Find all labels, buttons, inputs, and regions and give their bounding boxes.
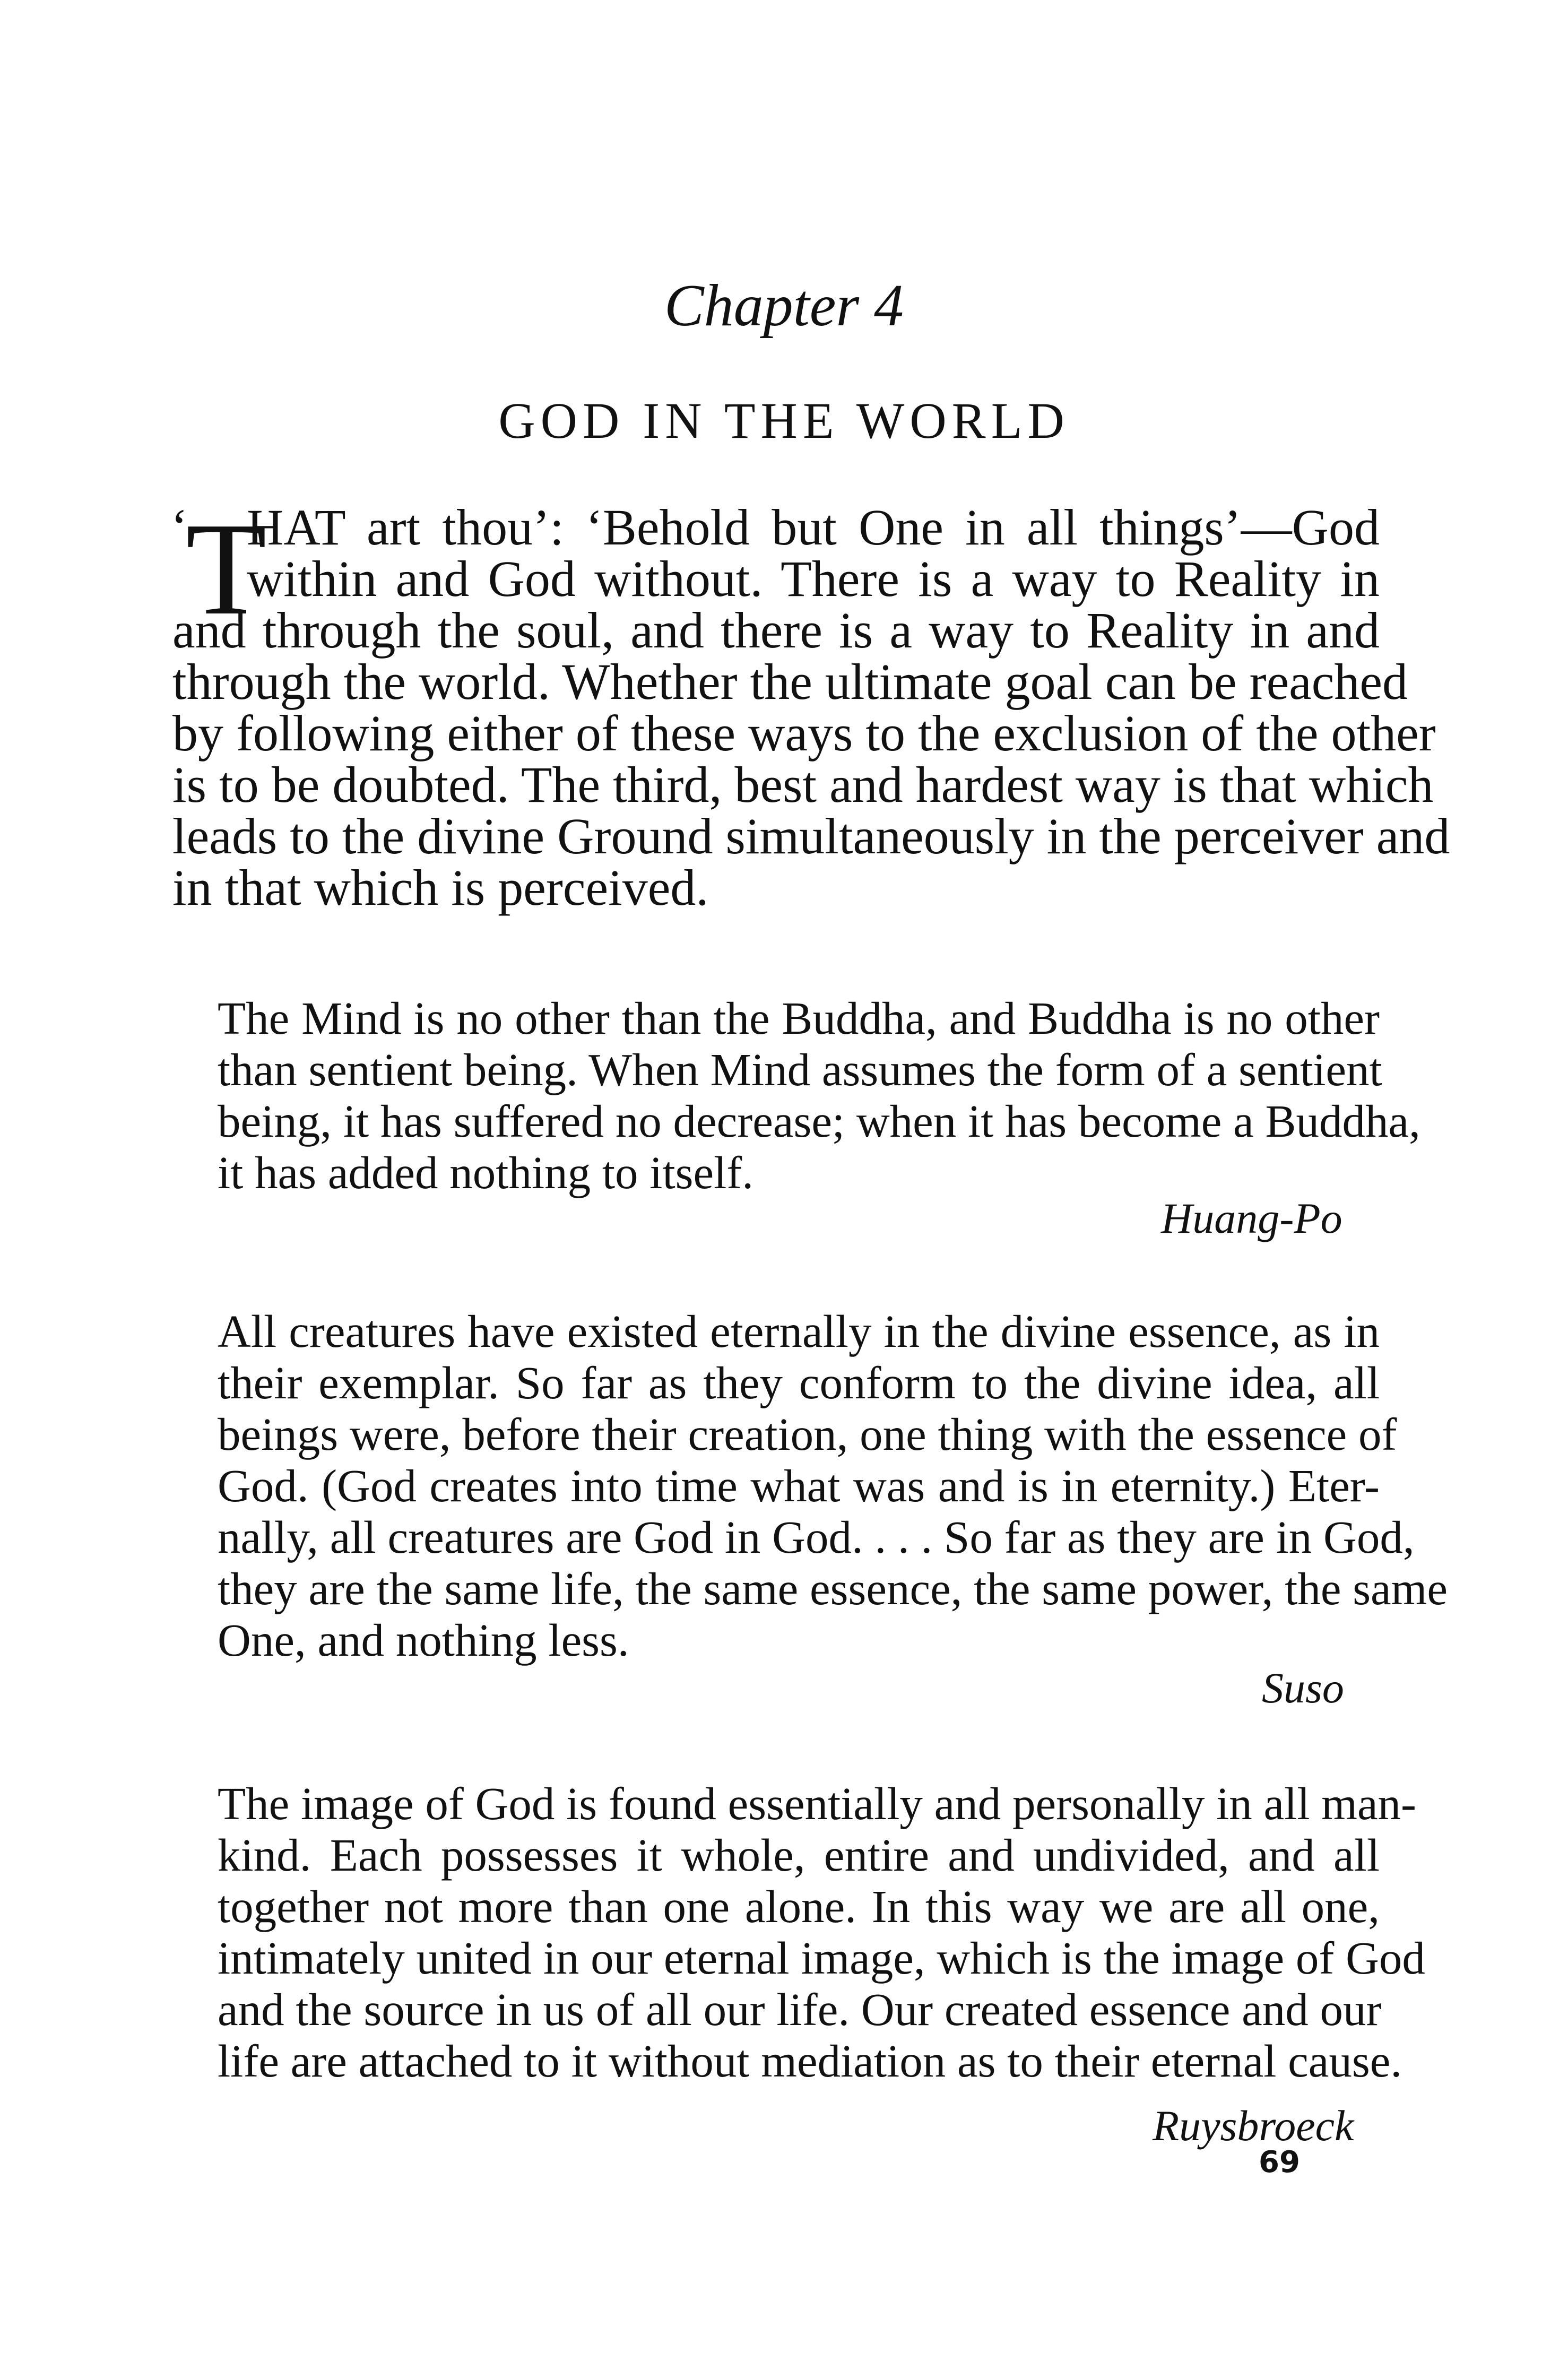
quotation-line: they are the same life, the same essence, the same power, the same	[218, 1563, 1448, 1614]
quotation-line: One, and nothing less.	[218, 1614, 629, 1666]
intro-line: is to be doubted. The third, best and hardest way is that which	[172, 756, 1434, 813]
intro-line: through the world. Whether the ultimate goal can be reached	[172, 653, 1408, 710]
quotation-block	[218, 992, 1420, 1198]
chapter-title: GOD IN THE WORLD	[498, 392, 1070, 449]
intro-line: in that which is perceived.	[172, 859, 709, 916]
intro-line: leads to the divine Ground simultaneously in the perceiver and	[172, 808, 1450, 864]
quotation-line: All creatures have existed eternally in the divine essence, as in	[218, 1305, 1380, 1357]
quotation-attribution: Suso	[1262, 1664, 1344, 1712]
quotation-line: The Mind is no other than the Buddha, and Buddha is no other	[218, 992, 1380, 1044]
intro-line: by following either of these ways to the exclusion of the other	[172, 705, 1436, 762]
opening-quote-mark: ‘	[171, 498, 188, 555]
quotation-line: nally, all creatures are God in God. . . . So far as they are in God,	[218, 1511, 1415, 1563]
quotation-line: their exemplar. So far as they conform to the divine idea, all	[218, 1357, 1380, 1408]
quotation-line: than sentient being. When Mind assumes the form of a sentient	[218, 1044, 1382, 1095]
quotation-line: being, it has suffered no decrease; when it has become a Buddha,	[218, 1095, 1420, 1147]
intro-paragraph	[171, 496, 1450, 916]
intro-line: HAT art thou’: ‘Behold but One in all things’—God	[247, 499, 1380, 556]
quotation-line: kind. Each possesses it whole, entire and undivided, and all	[218, 1829, 1380, 1881]
quotation-line: beings were, before their creation, one thing with the essence of	[218, 1408, 1397, 1460]
quotation-line: together not more than one alone. In this way we are all one,	[218, 1881, 1380, 1932]
quotation-line: God. (God creates into time what was and is in eternity.) Eter-	[218, 1460, 1380, 1511]
quotation-block	[218, 1778, 1425, 2087]
quotation-line: life are attached to it without mediation as to their eternal cause.	[218, 2035, 1402, 2087]
intro-line: within and God without. There is a way to Reality in	[247, 550, 1380, 607]
quotation-line: The image of God is found essentially and personally in all man-	[218, 1778, 1417, 1829]
quotation-line: it has added nothing to itself.	[218, 1147, 754, 1198]
quotation-attribution: Huang-Po	[1161, 1194, 1342, 1242]
intro-line: and through the soul, and there is a way to Reality in and	[172, 602, 1380, 659]
quotation-block	[218, 1305, 1448, 1666]
page-number: 69	[1259, 2145, 1300, 2179]
chapter-label: Chapter 4	[664, 273, 904, 339]
quotation-line: intimately united in our eternal image, which is the image of God	[218, 1932, 1425, 1984]
quotation-attribution: Ruysbroeck	[1153, 2101, 1354, 2150]
quotation-line: and the source in us of all our life. Our created essence and our	[218, 1984, 1382, 2035]
drop-cap: T	[186, 496, 267, 643]
